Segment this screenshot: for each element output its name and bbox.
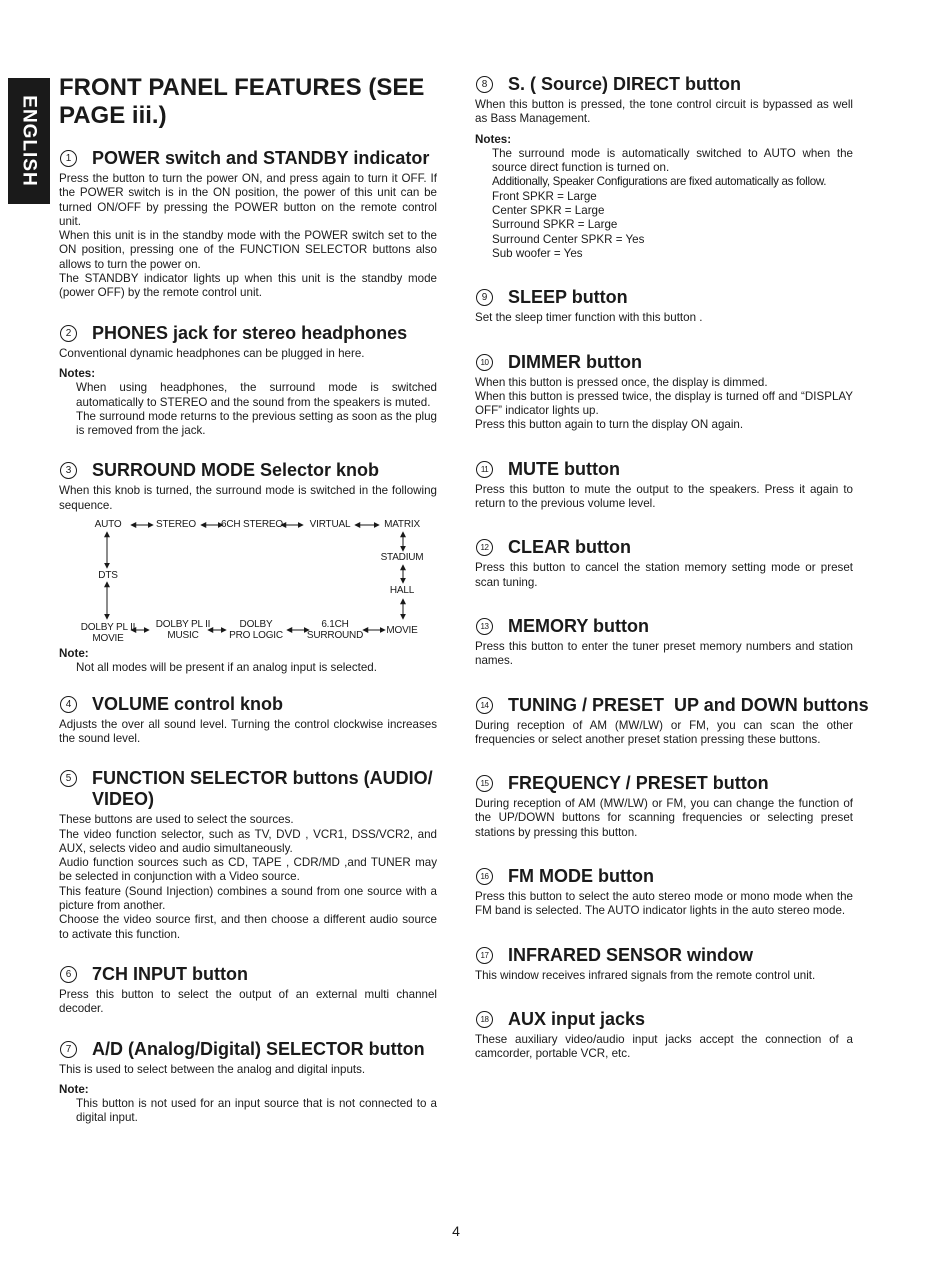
mode-virtual: VIRTUAL <box>309 519 351 531</box>
section-title: DIMMER button <box>508 351 642 372</box>
section-paragraph: Press this button again to turn the display ON again. <box>475 418 744 432</box>
section-tuning-preset-buttons <box>475 694 869 748</box>
section-title: AUX input jacks <box>508 1008 646 1029</box>
page-title: FRONT PANEL FEATURES (SEE PAGE iii.) <box>59 74 425 129</box>
section-title: PHONES jack for stereo headphones <box>92 322 408 343</box>
surround-mode-sequence-diagram <box>59 519 437 645</box>
section-number: 3 <box>60 462 77 479</box>
mode-6-1ch-surround-line2: SURROUND <box>306 630 364 642</box>
section-number: 4 <box>60 696 77 713</box>
mode-6ch-stereo: 6CH STEREO <box>221 519 283 531</box>
mode-dolby-plii-music-line1: DOLBY PL II <box>155 619 211 631</box>
section-paragraph: Press this button to select the output of an external multi channel decoder. <box>59 987 437 1016</box>
note-item: Not all modes will be present if an analog input is selected. <box>76 661 377 675</box>
notes-label: Notes: <box>59 366 96 380</box>
section-number: 7 <box>60 1041 77 1058</box>
mode-dolby-pro-logic-line2: PRO LOGIC <box>229 630 283 642</box>
section-paragraph: Adjusts the over all sound level. Turning the control clockwise increases the sound level. <box>59 717 437 745</box>
section-title: FM MODE button <box>508 866 654 887</box>
note-item: Sub woofer = Yes <box>492 246 583 260</box>
section-paragraph: Press the button to turn the power ON, and press again to turn it OFF. If the POWER switch is in the ON position, the power of this unit can be turned ON/OFF by pressing the POWER button on the remote control unit. <box>59 172 437 228</box>
mode-movie: MOVIE <box>386 625 418 637</box>
section-title: CLEAR button <box>508 537 631 558</box>
section-clear-button <box>475 537 853 590</box>
section-paragraph: Conventional dynamic headphones can be plugged in here. <box>59 346 365 360</box>
mode-hall: HALL <box>389 585 415 597</box>
section-title: TUNING / PRESET UP and DOWN buttons <box>508 694 869 715</box>
section-number: 8 <box>476 76 493 93</box>
section-paragraph: Press this button to mute the output to the speakers. Press it again to return to the previous volume level. <box>475 482 853 511</box>
mode-dolby-plii-movie-line1: DOLBY PL II <box>80 622 136 634</box>
section-sleep-button <box>475 287 853 325</box>
note-label: Note: <box>59 647 89 661</box>
language-tab <box>8 78 50 204</box>
page-number: 4 <box>452 1223 460 1239</box>
section-title: SURROUND MODE Selector knob <box>92 460 380 481</box>
section-paragraph: Audio function sources such as CD, TAPE , CDR/MD ,and TUNER may be selected in conjunction with a Video source. <box>59 856 437 884</box>
note-item: Front SPKR = Large <box>492 189 597 203</box>
section-paragraph: The video function selector, such as TV, DVD , VCR1, DSS/VCR2, and AUX, selects video and audio simultaneously. <box>59 827 437 855</box>
section-mute-button <box>475 459 853 512</box>
section-title: A/D (Analog/Digital) SELECTOR button <box>92 1038 425 1059</box>
section-paragraph: When this knob is turned, the surround mode is switched in the following sequence. <box>59 484 437 512</box>
section-title: FREQUENCY / PRESET button <box>508 773 769 794</box>
section-phones-jack <box>59 323 437 439</box>
section-paragraph: When this button is pressed once, the display is dimmed. <box>475 375 768 389</box>
section-title: VOLUME control knob <box>92 693 283 714</box>
mode-6-1ch-surround-line1: 6.1CH <box>321 619 349 631</box>
section-power-switch <box>59 148 437 301</box>
section-number: 16 <box>476 868 493 885</box>
section-dimmer-button <box>475 352 853 433</box>
section-number: 18 <box>476 1011 493 1028</box>
left-column <box>59 74 437 1148</box>
section-number: 14 <box>476 697 493 714</box>
section-title: SLEEP button <box>508 287 628 308</box>
language-tab-label: ENGLISH <box>19 95 41 187</box>
mode-stadium: STADIUM <box>380 552 424 564</box>
section-paragraph: Press this button to enter the tuner preset memory numbers and station names. <box>475 639 853 668</box>
note-item: When using headphones, the surround mode is switched automatically to STEREO and the sound from the speakers is muted. <box>76 381 437 409</box>
section-number: 11 <box>476 461 493 478</box>
section-number: 6 <box>60 966 77 983</box>
section-number: 9 <box>476 289 493 306</box>
mode-dts: DTS <box>98 570 118 582</box>
section-title: S. ( Source) DIRECT button <box>508 74 741 94</box>
section-title: INFRARED SENSOR window <box>508 944 754 965</box>
section-number: 2 <box>60 325 77 342</box>
mode-dolby-plii-music-line2: MUSIC <box>167 630 199 642</box>
section-aux-input-jacks <box>475 1009 853 1062</box>
section-paragraph: These buttons are used to select the sources. <box>59 813 294 827</box>
section-paragraph: This feature (Sound Injection) combines a sound from one source with a picture from another. <box>59 884 437 913</box>
note-item: This button is not used for an input source that is not connected to a digital input. <box>76 1097 437 1125</box>
section-paragraph: When this button is pressed twice, the display is turned off and “DISPLAY OFF” indicator lights up. <box>475 389 853 418</box>
section-number: 13 <box>476 618 493 635</box>
notes-label: Notes: <box>475 132 512 146</box>
section-paragraph: When this button is pressed, the tone control circuit is bypassed as well as Bass Management. <box>475 98 853 126</box>
section-surround-mode <box>59 460 437 675</box>
section-frequency-preset-button <box>475 773 853 840</box>
section-function-selector <box>59 768 437 942</box>
section-number: 1 <box>60 150 77 167</box>
section-infrared-sensor <box>475 945 853 983</box>
section-number: 10 <box>476 354 493 371</box>
section-paragraph: Set the sleep timer function with this button . <box>475 311 703 325</box>
section-title: MEMORY button <box>508 615 649 636</box>
section-number: 12 <box>476 539 493 556</box>
section-7ch-input <box>59 964 437 1017</box>
mode-stereo: STEREO <box>156 519 196 531</box>
mode-dolby-plii-movie-line2: MOVIE <box>92 633 124 645</box>
right-column <box>475 74 869 1084</box>
note-item: Surround SPKR = Large <box>492 218 618 232</box>
note-item: Additionally, Speaker Configurations are fixed automatically as follow. <box>492 175 827 189</box>
section-title: 7CH INPUT button <box>92 963 248 984</box>
section-number: 5 <box>60 770 77 787</box>
section-paragraph: These auxiliary video/audio input jacks accept the connection of a camcorder, portable VCR, etc. <box>475 1032 853 1061</box>
note-item: Center SPKR = Large <box>492 204 605 218</box>
section-paragraph: When this unit is in the standby mode with the POWER switch set to the ON position, pressing one of the FUNCTION SELECTOR buttons also allows to turn the power on. <box>59 229 437 271</box>
section-paragraph: This window receives infrared signals from the remote control unit. <box>475 968 816 982</box>
note-item: Surround Center SPKR = Yes <box>492 232 645 246</box>
note-label: Note: <box>59 1082 89 1096</box>
section-paragraph: Press this button to cancel the station memory setting mode or preset scan tuning. <box>475 561 853 589</box>
section-volume-knob <box>59 694 437 747</box>
section-paragraph: During reception of AM (MW/LW) or FM, you can change the function of the UP/DOWN buttons for scanning frequencies or selecting preset stations by pressing this button. <box>475 797 853 839</box>
note-item: The surround mode is automatically switched to AUTO when the source direct function is turned on. <box>492 146 853 175</box>
section-title: FUNCTION SELECTOR buttons (AUDIO/ VIDEO) <box>92 768 433 810</box>
section-paragraph: Press this button to select the auto stereo mode or mono mode when the FM band is selected. The AUTO indicator lights in the auto stereo mode. <box>475 890 853 918</box>
section-title: POWER switch and STANDBY indicator <box>92 148 430 168</box>
section-title: MUTE button <box>508 458 620 479</box>
section-paragraph: Choose the video source first, and then choose a different audio source to activate this function. <box>59 913 437 941</box>
section-number: 15 <box>476 775 493 792</box>
section-memory-button <box>475 616 853 669</box>
section-paragraph: During reception of AM (MW/LW) or FM, you can scan the other frequencies or select another preset station pressing these buttons. <box>475 718 853 746</box>
section-fm-mode-button <box>475 866 853 919</box>
mode-dolby-pro-logic-line1: DOLBY <box>239 619 273 631</box>
section-number: 17 <box>476 947 493 964</box>
section-source-direct <box>475 74 853 261</box>
note-item: The surround mode returns to the previous setting as soon as the plug is removed from the jack. <box>76 409 437 438</box>
mode-matrix: MATRIX <box>384 519 420 531</box>
mode-auto: AUTO <box>94 519 122 531</box>
section-paragraph: This is used to select between the analog and digital inputs. <box>59 1062 366 1076</box>
section-ad-selector <box>59 1039 437 1126</box>
section-paragraph: The STANDBY indicator lights up when this unit is the standby mode (power OFF) by the remote control unit. <box>59 272 437 300</box>
